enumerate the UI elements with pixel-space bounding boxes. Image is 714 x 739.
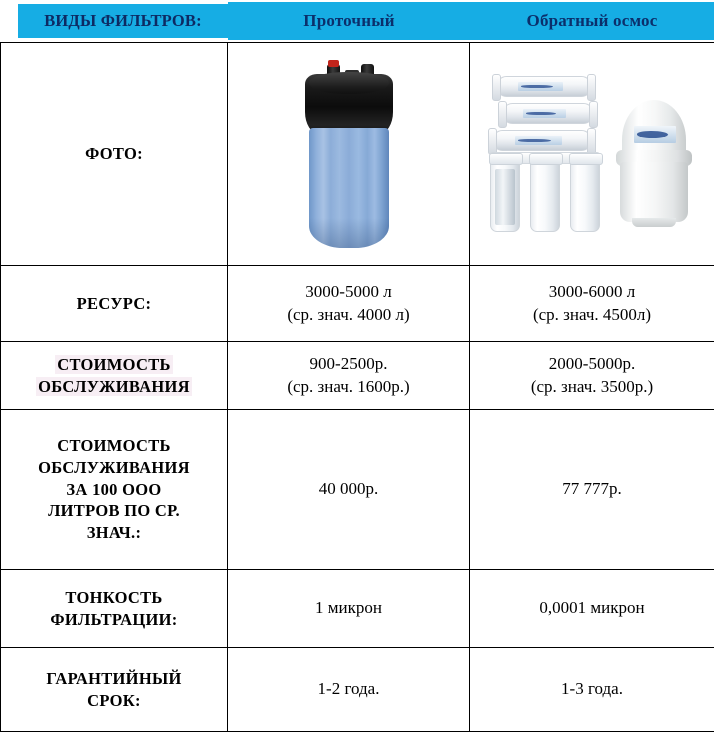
inline-filter-middle: [502, 103, 594, 124]
row-label-text: [38, 435, 190, 544]
header-cell-flow-filter: [228, 2, 470, 40]
value-line: 2000-5000р.: [548, 354, 636, 374]
inline-filter-cap-left: [488, 128, 497, 155]
row-label-warranty-period: [0, 648, 228, 731]
inline-filter-cap-right: [587, 74, 596, 101]
inline-filter-cap-left: [492, 74, 501, 101]
label-line: РЕСУРС:: [76, 293, 152, 313]
row-label-text: [77, 293, 152, 315]
value-line: 3000-6000 л: [548, 282, 636, 302]
value-osmosis-warranty-period: [470, 648, 714, 731]
storage-tank-body: [620, 162, 688, 222]
header-label-filter-types: ВИДЫ ФИЛЬТРОВ:: [44, 11, 202, 30]
cartridge-housing-head: [489, 153, 523, 165]
header-label-reverse-osmosis: Обратный осмос: [526, 11, 658, 30]
inline-filter-label: [523, 109, 566, 117]
table-row: [0, 648, 714, 732]
label-line: ГАРАНТИЙНЫЙ: [46, 668, 182, 688]
row-label-text: ФОТО:: [85, 144, 143, 164]
label-line: ЗА 100 ООО: [66, 479, 162, 499]
table-row: [0, 342, 714, 410]
inline-filter-label: [515, 136, 562, 144]
cartridge-housing-head: [569, 153, 603, 165]
value-text: [287, 353, 409, 398]
row-label-filtration-fineness: [0, 570, 228, 647]
value-line: (ср. знач. 4000 л): [287, 304, 410, 324]
row-label-text: [36, 354, 192, 398]
storage-tank-base: [632, 218, 676, 227]
value-osmosis-service-cost: [470, 342, 714, 409]
table-row: [0, 410, 714, 570]
value-osmosis-resource: [470, 266, 714, 341]
value-line: 1-2 года.: [317, 679, 380, 699]
value-text: [562, 478, 622, 500]
cartridge-housing-3: [570, 158, 600, 232]
filter-housing-shadow: [309, 218, 389, 248]
table-row: [0, 570, 714, 648]
label-line: ЗНАЧ.:: [86, 523, 142, 543]
row-label-text: [46, 668, 181, 712]
value-flow-cost-per-100000l: [228, 410, 470, 569]
cartridge-housing-1: [490, 158, 520, 232]
inline-filter-cap-right: [589, 101, 598, 128]
value-text: [319, 478, 379, 500]
value-text: [531, 353, 653, 398]
label-line: ОБСЛУЖИВАНИЯ: [38, 457, 190, 477]
inline-filter-top: [496, 76, 592, 97]
value-osmosis-filtration-fineness: [470, 570, 714, 647]
row-label-service-cost-per-100000l: [0, 410, 228, 569]
storage-tank: [612, 100, 696, 230]
label-line: СТОИМОСТЬ: [57, 436, 171, 456]
value-osmosis-cost-per-100000l: [470, 410, 714, 569]
inline-filter-bottom: [492, 130, 592, 151]
reverse-osmosis-system-photo: [484, 76, 700, 232]
photo-cell-flow-filter: [228, 43, 470, 265]
storage-tank-label: [634, 126, 676, 143]
value-line: 77 777р.: [562, 479, 622, 499]
table-row: [0, 42, 714, 266]
value-line: 3000-5000 л: [305, 282, 392, 302]
value-text: [318, 678, 380, 700]
value-line: (ср. знач. 4500л): [532, 304, 652, 324]
value-line: (ср. знач. 3500р.): [530, 376, 654, 396]
value-line: 0,0001 микрон: [539, 598, 645, 618]
row-label-photo: [0, 43, 228, 265]
value-flow-warranty-period: [228, 648, 470, 731]
value-text: [315, 597, 382, 619]
inline-filter-cap-right: [587, 128, 596, 155]
value-text: [561, 678, 623, 700]
cartridge-housing-head: [529, 153, 563, 165]
row-label-resource: [0, 266, 228, 341]
label-line: СТОИМОСТЬ: [57, 354, 171, 374]
row-label-text: [50, 587, 177, 631]
header-cell-reverse-osmosis: [470, 2, 714, 40]
table-header-row: [0, 0, 714, 42]
value-text: [287, 281, 409, 326]
value-line: 1-3 года.: [561, 679, 623, 699]
value-line: 40 000р.: [318, 479, 379, 499]
label-line: СРОК:: [87, 690, 141, 710]
table-body: [0, 42, 714, 739]
value-line: 900-2500р.: [309, 354, 388, 374]
value-flow-resource: [228, 266, 470, 341]
value-flow-filtration-fineness: [228, 570, 470, 647]
value-line: 1 микрон: [315, 598, 382, 618]
row-label-service-cost: [0, 342, 228, 409]
table-row: [0, 266, 714, 342]
label-line: ОБСЛУЖИВАНИЯ: [38, 376, 190, 396]
label-line: ФИЛЬТРАЦИИ:: [50, 609, 178, 629]
value-text: [539, 597, 644, 619]
filter-cap-top: [309, 72, 389, 94]
value-line: (ср. знач. 1600р.): [287, 376, 410, 396]
value-flow-service-cost: [228, 342, 470, 409]
cartridge-housing-2: [530, 158, 560, 232]
flow-filter-photo: [301, 58, 397, 250]
sediment-cartridge: [495, 169, 515, 225]
pressure-relief-button: [328, 60, 339, 67]
inline-filter-cap-left: [498, 101, 507, 128]
photo-cell-reverse-osmosis: [470, 43, 714, 265]
value-text: [533, 281, 651, 326]
header-cell-filter-types: [18, 4, 228, 38]
inline-filter-label: [518, 82, 563, 90]
label-line: ЛИТРОВ ПО СР.: [48, 501, 180, 521]
header-label-flow-filter: Проточный: [303, 11, 395, 30]
label-line: ТОНКОСТЬ: [65, 587, 163, 607]
